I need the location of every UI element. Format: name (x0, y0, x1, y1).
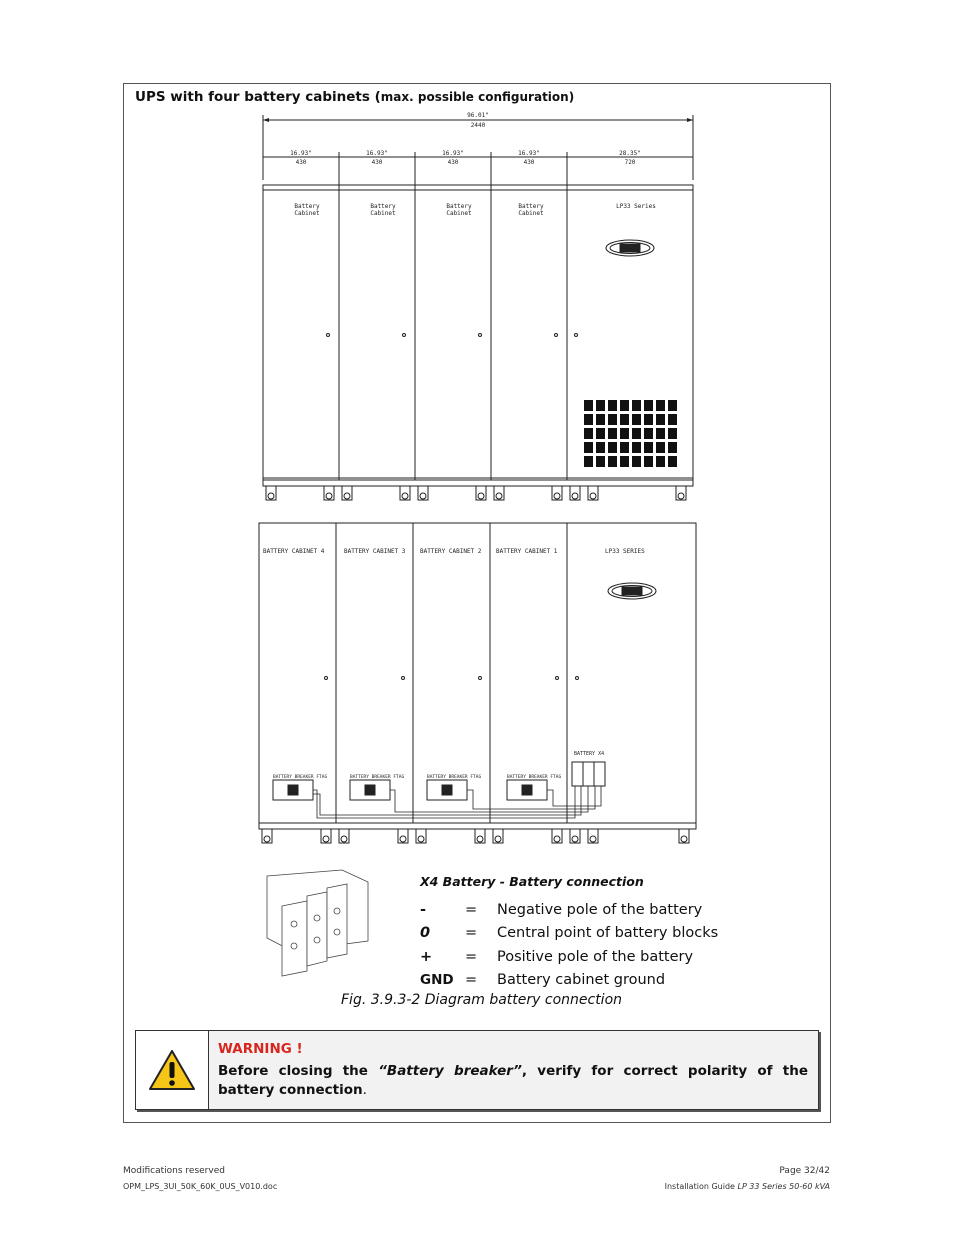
open-cabinet-label: BATTERY CABINET 2 (420, 548, 482, 555)
cabinet-label: Battery (518, 203, 544, 210)
dim-mm: 430 (371, 159, 383, 166)
breaker-label: BATTERY BREAKER FTAG (427, 775, 482, 780)
terminal-label: BATTERY X4 (574, 751, 605, 757)
cabinet-label: Battery (370, 203, 396, 210)
cabinet-label: Battery (446, 203, 472, 210)
dim-mm: 430 (295, 159, 307, 166)
ups-label: LP33 Series (616, 203, 656, 210)
legend-symbol: + (420, 949, 433, 965)
footer-guide-title: Installation Guide LP 33 Series 50-60 kVA (664, 1182, 830, 1191)
warning-heading: WARNING ! (218, 1041, 303, 1057)
legend-symbol: GND (420, 972, 454, 988)
dim-mm: 430 (447, 159, 459, 166)
warning-icon-cell (136, 1031, 209, 1109)
section-title: UPS with four battery cabinets (max. possible configuration) (135, 89, 575, 105)
dim-in: 16.93" (290, 150, 312, 157)
legend-description: Battery cabinet ground (497, 972, 666, 988)
dim-in: 16.93" (518, 150, 540, 157)
dim-mm: 430 (523, 159, 535, 166)
ge-logo-icon (608, 583, 656, 599)
footer-page-number: Page 32/42 (779, 1166, 830, 1176)
legend-description: Negative pole of the battery (497, 902, 703, 918)
front-view-drawing (258, 110, 700, 505)
dim-in: 16.93" (366, 150, 388, 157)
legend-equals: = (465, 972, 478, 988)
breaker-label: BATTERY BREAKER FTAG (507, 775, 562, 780)
total-dim-in: 96.01" (467, 112, 489, 119)
footer-modifications: Modifications reserved (123, 1166, 225, 1176)
open-view-drawing (255, 520, 700, 850)
battery-terminal-x4 (572, 762, 605, 786)
dim-mm: 720 (624, 159, 636, 166)
warning-body: Before closing the “Battery breaker”, verify for correct polarity of the battery connection. (218, 1063, 808, 1098)
legend-title: X4 Battery - Battery connection (420, 874, 644, 889)
ge-logo-icon (606, 240, 654, 256)
dim-in: 16.93" (442, 150, 464, 157)
open-cabinet-label: BATTERY CABINET 3 (344, 548, 406, 555)
footer-doc-name: OPM_LPS_3UI_50K_60K_0US_V010.doc (123, 1182, 278, 1191)
legend-equals: = (465, 949, 478, 965)
legend-description: Central point of battery blocks (497, 925, 719, 941)
terminal-illustration (262, 866, 372, 986)
cabinet-label: Cabinet (518, 210, 544, 217)
warning-triangle-icon (148, 1049, 196, 1091)
legend-equals: = (465, 902, 478, 918)
cabinet-label: Battery (294, 203, 320, 210)
vent-grid (584, 400, 677, 467)
open-cabinet-label: BATTERY CABINET 1 (496, 548, 558, 555)
legend-symbol: 0 (420, 925, 431, 941)
legend-symbol: - (420, 902, 427, 918)
figure-caption: Fig. 3.9.3-2 Diagram battery connection (341, 992, 623, 1008)
warning-box (135, 1030, 819, 1110)
cabinet-label: Cabinet (370, 210, 396, 217)
open-cabinet-label: BATTERY CABINET 4 (263, 548, 325, 555)
open-ups-label: LP33 SERIES (605, 548, 645, 555)
cabinet-label: Cabinet (446, 210, 472, 217)
cabinet-label: Cabinet (294, 210, 320, 217)
legend-description: Positive pole of the battery (497, 949, 694, 965)
breaker-label: BATTERY BREAKER FTAG (350, 775, 405, 780)
total-dim-mm: 2440 (470, 122, 486, 129)
breaker-label: BATTERY BREAKER FTAG (273, 775, 328, 780)
legend-equals: = (465, 925, 478, 941)
dim-in: 28.35" (619, 150, 641, 157)
